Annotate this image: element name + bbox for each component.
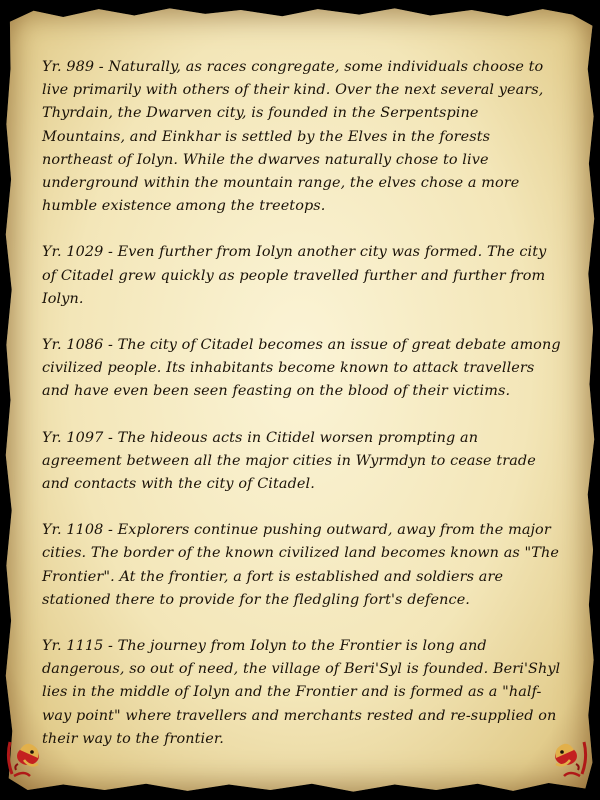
- dragon-emblem-icon[interactable]: [546, 736, 590, 780]
- history-entry-yr-1108: Yr. 1108 - Explorers continue pushing outward, away from the major cities. The border of the known civilized land becomes known as "The Frontier". At the frontier, a fort is established and soldiers are stationed there to provide for the fledgling fort's defence.: [42, 522, 559, 608]
- history-entry-yr-1029: Yr. 1029 - Even further from Iolyn another city was formed. The city of Citadel grew quickly as people travelled further and further from Iolyn.: [42, 244, 547, 307]
- history-text: [42, 56, 562, 774]
- dragon-emblem-icon[interactable]: [4, 736, 48, 780]
- history-entry-yr-1097: Yr. 1097 - The hideous acts in Citidel worsen prompting an agreement between all the major cities in Wyrmdyn to cease trade and contacts with the city of Citadel.: [42, 429, 536, 493]
- history-entry-yr-1086: Yr. 1086 - The city of Citadel becomes an issue of great debate among civilized people. Its inhabitants become known to attack travellers and have even been seen feasting on the blood of their victims.: [42, 337, 561, 400]
- history-entry-yr-1115: Yr. 1115 - The journey from Iolyn to the Frontier is long and dangerous, so out of need, the village of Beri'Syl is founded. Beri'Shyl lies in the middle of Iolyn and the Frontier and is formed as a "half-way point" where travellers and merchants rested and re-supplied on their way to the frontier.: [42, 638, 561, 747]
- history-entry-yr-989: Yr. 989 - Naturally, as races congregate, some individuals choose to live primarily with others of their kind. Over the next several years, Thyrdain, the Dwarven city, is founded in the Serpentspine Mountains, and Einkhar is settled by the Elves in the forests northeast of Iolyn. While the dwarves naturally chose to live underground within the mountain range, the elves chose a more humble existence among the treetops.: [42, 59, 544, 215]
